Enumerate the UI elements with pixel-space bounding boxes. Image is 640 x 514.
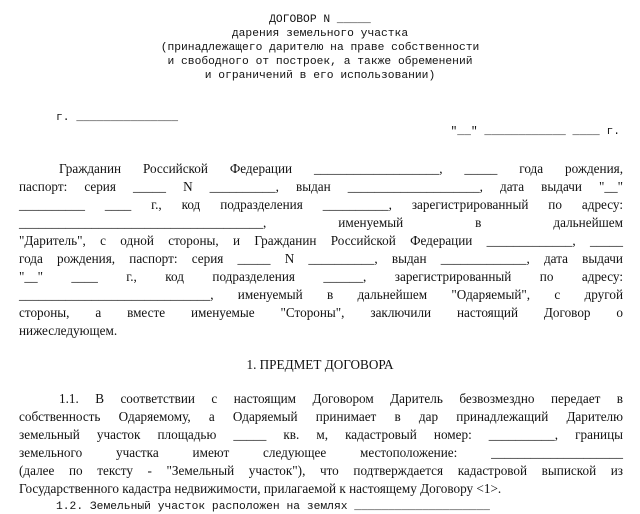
contract-title: ДОГОВОР N _____ (269, 14, 371, 26)
contract-subtitle-line: и ограничений в его использовании) (204, 70, 436, 82)
contract-subtitle: дарения земельного участка (231, 28, 409, 40)
date-field: "__" ____________ ____ г. (450, 126, 620, 138)
parties-line: _____________________________, именуемый в дальнейшем "Одаряемый", с другой (19, 287, 623, 302)
parties-line: Гражданин Российской Федерации ___________________, _____ года рождения, (59, 161, 623, 176)
clause-line: 1.1. В соответствии с настоящим Договором Даритель безвозмездно передает в (59, 391, 623, 406)
clause-line: собственность Одаряемому, а Одаряемый принимает в дар принадлежащий Дарителю (19, 409, 623, 424)
contract-subtitle-line: и свободного от построек, а также обременений (167, 56, 473, 68)
clause-line: земельного участка имеют следующее местоположение: ____________________ (19, 445, 623, 460)
parties-line: года рождения, паспорт: серия _____ N __________, выдан _____________, дата выдачи (19, 251, 623, 266)
section-heading: 1. ПРЕДМЕТ ДОГОВОРА (246, 357, 394, 372)
parties-line: стороны, а вместе именуемые "Стороны", заключили настоящий Договор о (19, 305, 623, 320)
parties-line: паспорт: серия _____ N __________, выдан ____________________, дата выдачи "__" (19, 179, 623, 194)
clause-line: земельный участок площадью _____ кв. м, кадастровый номер: __________, границы (19, 427, 623, 442)
parties-line: _____________________________________, именуемый в дальнейшем (19, 215, 623, 230)
clause-line: (далее по тексту - "Земельный участок"), что подтверждается кадастровой выпиской из (19, 463, 623, 478)
parties-line: __________ ____ г., код подразделения __________, зарегистрированный по адресу: (19, 197, 623, 212)
parties-line: нижеследующем. (19, 323, 118, 338)
parties-line: "Даритель", с одной стороны, и Гражданин Российской Федерации _____________, _____ (19, 233, 623, 248)
clause-line: Государственного кадастра недвижимости, прилагаемой к настоящему Договору <1>. (19, 481, 502, 496)
clause-line: 1.2. Земельный участок расположен на землях ____________________ (56, 501, 490, 513)
contract-subtitle-line: (принадлежащего дарителю на праве собственности (160, 42, 480, 54)
parties-line: "__" ____ г., код подразделения ______, зарегистрированный по адресу: (19, 269, 623, 284)
city-field: г. _______________ (56, 112, 179, 124)
